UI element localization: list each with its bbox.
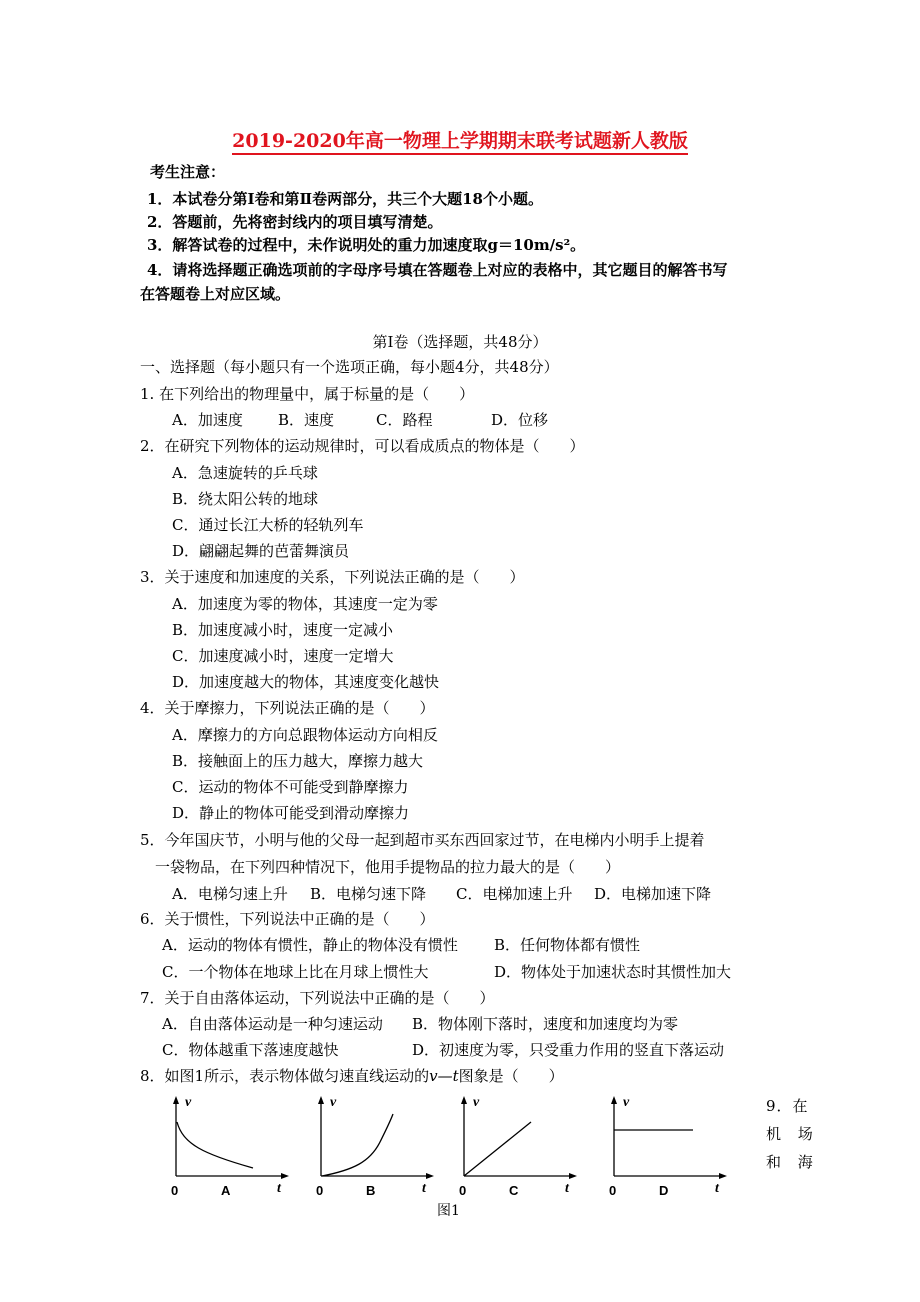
q6-stem: 6．关于惯性，下列说法中正确的是（ ）: [140, 910, 435, 928]
q5-option-c: C．电梯加速上升: [456, 885, 573, 903]
part1-heading: 第Ⅰ卷（选择题，共48分）: [372, 333, 548, 351]
q3-option-a: A．加速度为零的物体，其速度一定为零: [172, 595, 438, 613]
graph-d-label: D: [659, 1183, 669, 1198]
graph-d-t-label: t: [715, 1181, 719, 1196]
title-text: 2019-2020年高一物理上学期期末联考试题新人教版: [232, 130, 688, 155]
notice-item-3-text: 3．解答试卷的过程中，未作说明处的重力加速度取: [147, 236, 488, 254]
graph-b-t-label: t: [422, 1181, 426, 1196]
q1-option-a: A．加速度: [172, 411, 243, 429]
graph-d: [601, 1092, 731, 1202]
notice-item-3: [147, 235, 585, 255]
graph-b-origin: 0: [316, 1183, 324, 1198]
q8-stem-var: v—t: [429, 1067, 459, 1085]
q5-option-a: A．电梯匀速上升: [172, 885, 288, 903]
graph-a-origin: 0: [171, 1183, 179, 1198]
notice-item-4: 4．请将选择题正确选项前的字母序号填在答题卷上对应的表格中，其它题目的解答书写: [147, 261, 728, 279]
section-instructions: 一、选择题（每小题只有一个选项正确，每小题4分，共48分）: [140, 358, 559, 376]
q4-option-d: D．静止的物体可能受到滑动摩擦力: [172, 804, 410, 822]
graph-b-label: B: [366, 1183, 376, 1198]
q8-stem-post: 图象是（ ）: [458, 1067, 564, 1085]
q9-fragment-1: 9．在: [766, 1097, 809, 1115]
graph-b-v-label: v: [330, 1095, 337, 1110]
q7-option-c: C．物体越重下落速度越快: [162, 1041, 339, 1059]
graph-b-curve: [322, 1114, 393, 1176]
q5-stem-line1: 5．今年国庆节，小明与他的父母一起到超市买东西回家过节，在电梯内小明手上提着: [140, 831, 705, 849]
q3-option-c: C．加速度减小时，速度一定增大: [172, 647, 394, 665]
q1-stem: 1. 在下列给出的物理量中，属于标量的是（ ）: [140, 385, 475, 403]
q1-option-c: C．路程: [376, 411, 433, 429]
graph-c-x-arrow: [569, 1173, 577, 1179]
graph-a-t-label: t: [277, 1181, 281, 1196]
notice-heading: 考生注意：: [150, 163, 226, 181]
q5-option-d: D．电梯加速下降: [594, 885, 712, 903]
q7-option-d: D．初速度为零，只受重力作用的竖直下落运动: [412, 1041, 725, 1059]
graph-d-x-arrow: [719, 1173, 727, 1179]
q4-stem: 4．关于摩擦力，下列说法正确的是（ ）: [140, 699, 435, 717]
q3-option-d: D．加速度越大的物体，其速度变化越快: [172, 673, 440, 691]
q7-stem: 7．关于自由落体运动，下列说法中正确的是（ ）: [140, 989, 495, 1007]
document-title: [0, 126, 920, 153]
q2-option-d: D．翩翩起舞的芭蕾舞演员: [172, 542, 350, 560]
graph-d-v-label: v: [623, 1095, 630, 1110]
notice-item-4-cont: 在答题卷上对应区域。: [140, 285, 291, 303]
graph-c-origin: 0: [459, 1183, 467, 1198]
q7-option-b: B．物体刚下落时，速度和加速度均为零: [412, 1015, 679, 1033]
q7-option-a: A．自由落体运动是一种匀速运动: [162, 1015, 383, 1033]
graph-a: [163, 1092, 293, 1202]
graph-a-y-arrow: [173, 1096, 179, 1104]
q6-option-a: A．运动的物体有惯性，静止的物体没有惯性: [162, 936, 458, 954]
q8-stem: [140, 1066, 564, 1086]
q2-option-b: B．绕太阳公转的地球: [172, 490, 319, 508]
q8-stem-pre: 8．如图1所示，表示物体做匀速直线运动的: [140, 1067, 430, 1085]
q9-fragment-3: 和 海: [766, 1153, 819, 1171]
graph-b-y-arrow: [318, 1096, 324, 1104]
q2-option-a: A．急速旋转的乒乓球: [172, 464, 318, 482]
q4-option-a: A．摩擦力的方向总跟物体运动方向相反: [172, 726, 438, 744]
notice-item-2: 2．答题前，先将密封线内的项目填写清楚。: [147, 213, 443, 231]
graph-c-v-label: v: [473, 1095, 480, 1110]
q6-option-c: C．一个物体在地球上比在月球上惯性大: [162, 963, 429, 981]
q6-option-b: B．任何物体都有惯性: [494, 936, 641, 954]
q3-stem: 3．关于速度和加速度的关系，下列说法正确的是（ ）: [140, 568, 525, 586]
figure-caption: 图1: [437, 1203, 460, 1219]
q1-option-b: B．速度: [278, 411, 335, 429]
graph-c-line: [464, 1122, 531, 1176]
q9-fragment-2: 机 场: [766, 1125, 819, 1143]
graph-c-label: C: [509, 1183, 519, 1198]
notice-item-1: 1．本试卷分第Ⅰ卷和第Ⅱ卷两部分，共三个大题18个小题。: [147, 190, 543, 208]
q3-option-b: B．加速度减小时，速度一定减小: [172, 621, 394, 639]
q4-option-c: C．运动的物体不可能受到静摩擦力: [172, 778, 409, 796]
gravity-value: g＝10m/s²。: [487, 236, 586, 254]
q6-option-d: D．物体处于加速状态时其惯性加大: [494, 963, 732, 981]
graph-c-y-arrow: [461, 1096, 467, 1104]
q2-stem: 2．在研究下列物体的运动规律时，可以看成质点的物体是（ ）: [140, 437, 585, 455]
graph-a-label: A: [221, 1183, 231, 1198]
q5-option-b: B．电梯匀速下降: [310, 885, 427, 903]
graph-c: [451, 1092, 581, 1202]
graph-a-x-arrow: [281, 1173, 289, 1179]
q5-stem-line2: 一袋物品，在下列四种情况下，他用手提物品的拉力最大的是（ ）: [155, 858, 621, 876]
graph-a-curve: [177, 1122, 253, 1168]
graph-b: [308, 1092, 438, 1202]
graph-c-t-label: t: [565, 1181, 569, 1196]
graph-d-origin: 0: [609, 1183, 617, 1198]
graph-b-x-arrow: [426, 1173, 434, 1179]
q4-option-b: B．接触面上的压力越大，摩擦力越大: [172, 752, 424, 770]
graph-a-v-label: v: [185, 1095, 192, 1110]
q1-option-d: D．位移: [491, 411, 549, 429]
q2-option-c: C．通过长江大桥的轻轨列车: [172, 516, 364, 534]
graph-d-y-arrow: [611, 1096, 617, 1104]
